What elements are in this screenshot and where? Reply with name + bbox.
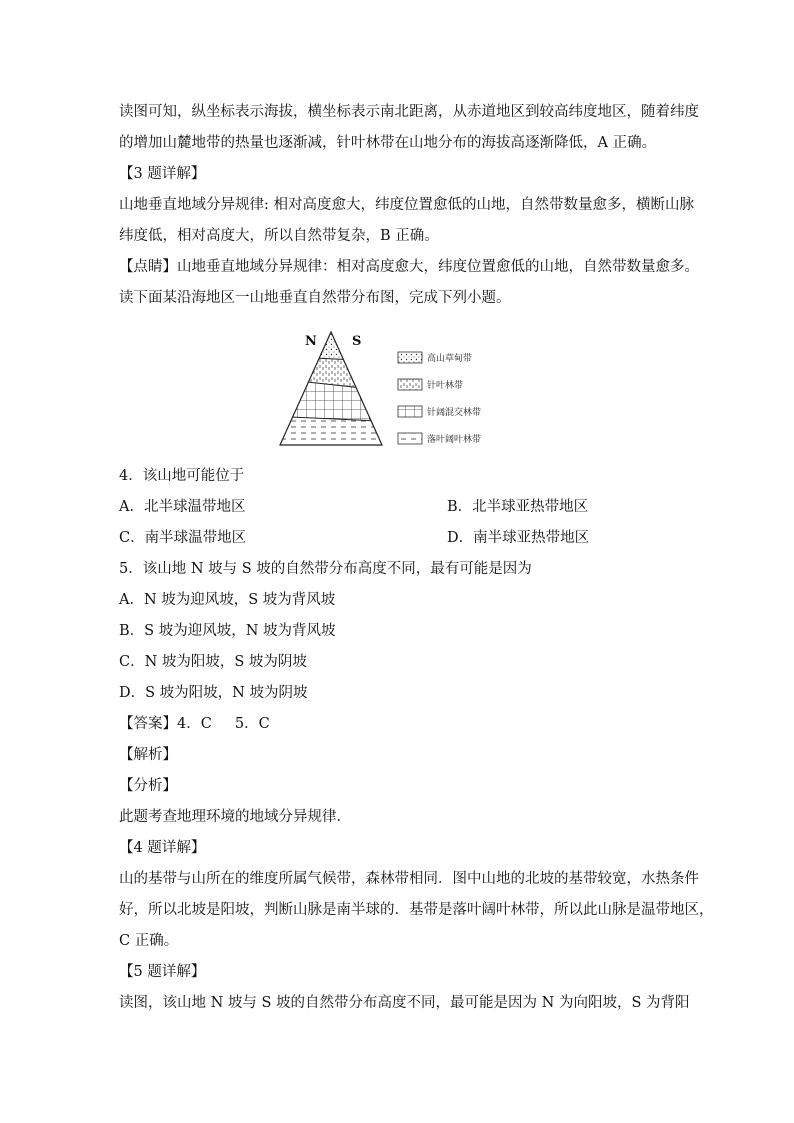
- legend-swatch-deciduous-broadleaf: [398, 433, 422, 444]
- option-5c: C．N 坡为阳坡，S 坡为阴坡: [119, 654, 307, 670]
- text-line: 【点睛】山地垂直地域分异规律：相对高度愈大，纬度位置愈低的山地，自然带数量愈多。: [119, 259, 699, 275]
- section-heading: 【5 题详解】: [119, 964, 206, 980]
- text-line: 纬度低，相对高度大，所以自然带复杂，B 正确。: [119, 228, 439, 244]
- option-5d: D．S 坡为阳坡，N 坡为阴坡: [119, 685, 308, 701]
- analysis-heading: 【解析】: [119, 747, 177, 763]
- question-4: 4．该山地可能位于: [119, 468, 245, 484]
- option-4d: D．南半球亚热带地区: [447, 530, 590, 546]
- option-5a: A．N 坡为迎风坡，S 坡为背风坡: [119, 592, 336, 608]
- mountain-diagram: [270, 328, 500, 450]
- text-line: 读图，该山地 N 坡与 S 坡的自然带分布高度不同，最可能是因为 N 为向阳坡，S 为背阳: [119, 995, 690, 1011]
- north-slope-label: N: [305, 334, 317, 349]
- south-slope-label: S: [352, 334, 362, 349]
- alpine-meadow-zone: [270, 328, 400, 362]
- legend-label: 针阔混交林带: [427, 408, 482, 418]
- question-5: 5．该山地 N 坡与 S 坡的自然带分布高度不同，最有可能是因为: [119, 561, 532, 577]
- text-line: 此题考查地理环境的地域分异规律．: [119, 809, 351, 825]
- legend-swatch-alpine-meadow: [398, 352, 422, 363]
- text-line: 读下面某沿海地区一山地垂直自然带分布图，完成下列小题。: [119, 290, 511, 306]
- text-line: C 正确。: [119, 933, 179, 949]
- legend-label: 高山草甸带: [427, 354, 473, 364]
- legend-label: 针叶林带: [427, 381, 464, 391]
- text-line: 山的基带与山所在的维度所属气候带，森林带相同．图中山地的北坡的基带较宽，水热条件: [119, 871, 699, 887]
- option-4a: A．北半球温带地区: [119, 499, 246, 515]
- text-line: 读图可知，纵坐标表示海拔，横坐标表示南北距离，从赤道地区到较高纬度地区，随着纬度: [119, 104, 699, 120]
- mountain-zonation-figure: [270, 328, 500, 450]
- section-heading: 【3 题详解】: [119, 166, 206, 182]
- option-4b: B．北半球亚热带地区: [447, 499, 589, 515]
- option-4c: C．南半球温带地区: [119, 530, 247, 546]
- text-line: 好，所以北坡是阳坡，判断山脉是南半球的．基带是落叶阔叶林带，所以此山脉是温带地区，: [119, 902, 714, 918]
- analysis-subheading: 【分析】: [119, 778, 177, 794]
- section-heading: 【4 题详解】: [119, 840, 206, 856]
- legend-swatch-mixed-forest: [398, 406, 422, 417]
- answer-line: 【答案】4．C 5．C: [119, 716, 270, 732]
- text-line: 山地垂直地域分异规律: 相对高度愈大，纬度位置愈低的山地，自然带数量愈多，横断山脉: [119, 197, 694, 213]
- legend: [398, 352, 481, 445]
- legend-swatch-coniferous: [398, 379, 422, 390]
- legend-label: 落叶阔叶林带: [427, 435, 482, 445]
- option-5b: B．S 坡为迎风坡，N 坡为背风坡: [119, 623, 336, 639]
- text-line: 的增加山麓地带的热量也逐渐减，针叶林带在山地分布的海拔高逐渐降低，A 正确。: [119, 135, 657, 151]
